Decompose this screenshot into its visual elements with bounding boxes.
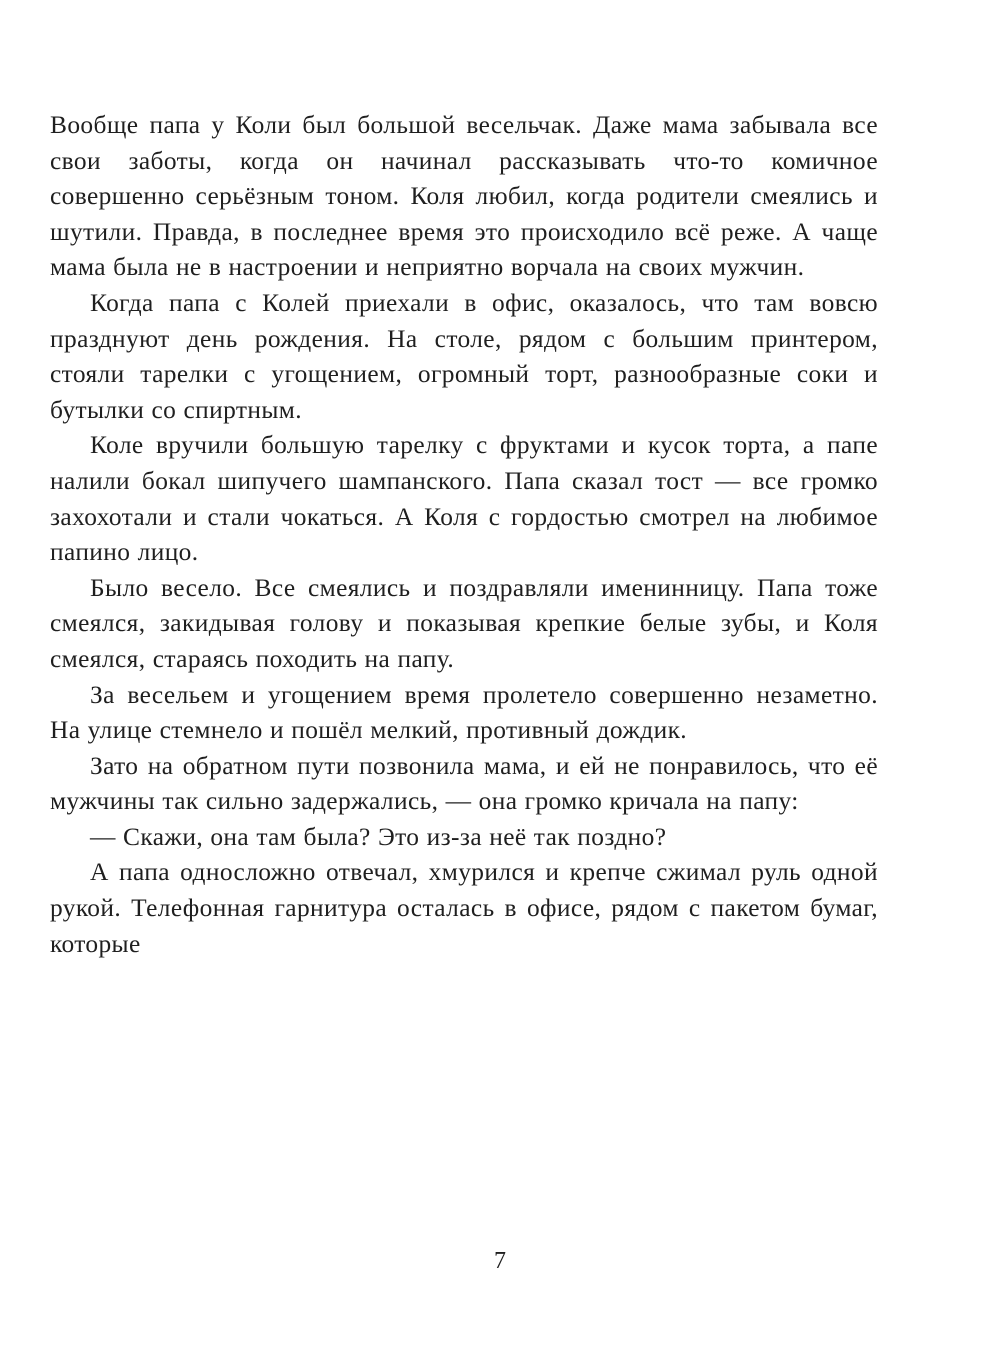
paragraph: Было весело. Все смеялись и поздравляли именинницу. Папа тоже смеялся, закидывая голову и показывая крепкие белые зубы, и Коля смеялся, стараясь походить на папу. — [50, 573, 878, 673]
paragraph: Когда папа с Колей приехали в офис, оказалось, что там вовсю празднуют день рождения. На столе, рядом с большим принтером, стояли тарелки с угощением, огромный торт, разнообразные соки и бутылки со спиртным. — [50, 288, 878, 424]
paragraph: А папа односложно отвечал, хмурился и крепче сжимал руль одной рукой. Телефонная гарнитура осталась в офисе, рядом с пакетом бумаг, которые — [50, 858, 878, 958]
paragraph: Зато на обратном пути позвонила мама, и ей не понравилось, что её мужчины так сильно задержались, — она громко кричала на папу: — [50, 751, 878, 816]
paragraph: Вообще папа у Коли был большой весельчак. Даже мама забывала все свои заботы, когда он начинал рассказывать что-то комичное совершенно серьёзным тоном. Коля любил, когда родители смеялись и шутили. Правда, в последнее время это происходило всё реже. А чаще мама была не в настроении и неприятно ворчала на своих мужчин. — [50, 111, 878, 282]
paragraph: Коле вручили большую тарелку с фруктами и кусок торта, а папе налили бокал шипучего шампанского. Папа сказал тост — все громко захохотали и стали чокаться. А Коля с гордостью смотрел на любимое папино лицо. — [50, 431, 878, 567]
page-text-block — [50, 108, 878, 962]
paragraph: За весельем и угощением время пролетело совершенно незаметно. На улице стемнело и пошёл мелкий, противный дождик. — [50, 680, 878, 745]
paragraph: — Скажи, она там была? Это из-за неё так поздно? — [90, 822, 667, 851]
page-number: 7 — [494, 1248, 506, 1274]
